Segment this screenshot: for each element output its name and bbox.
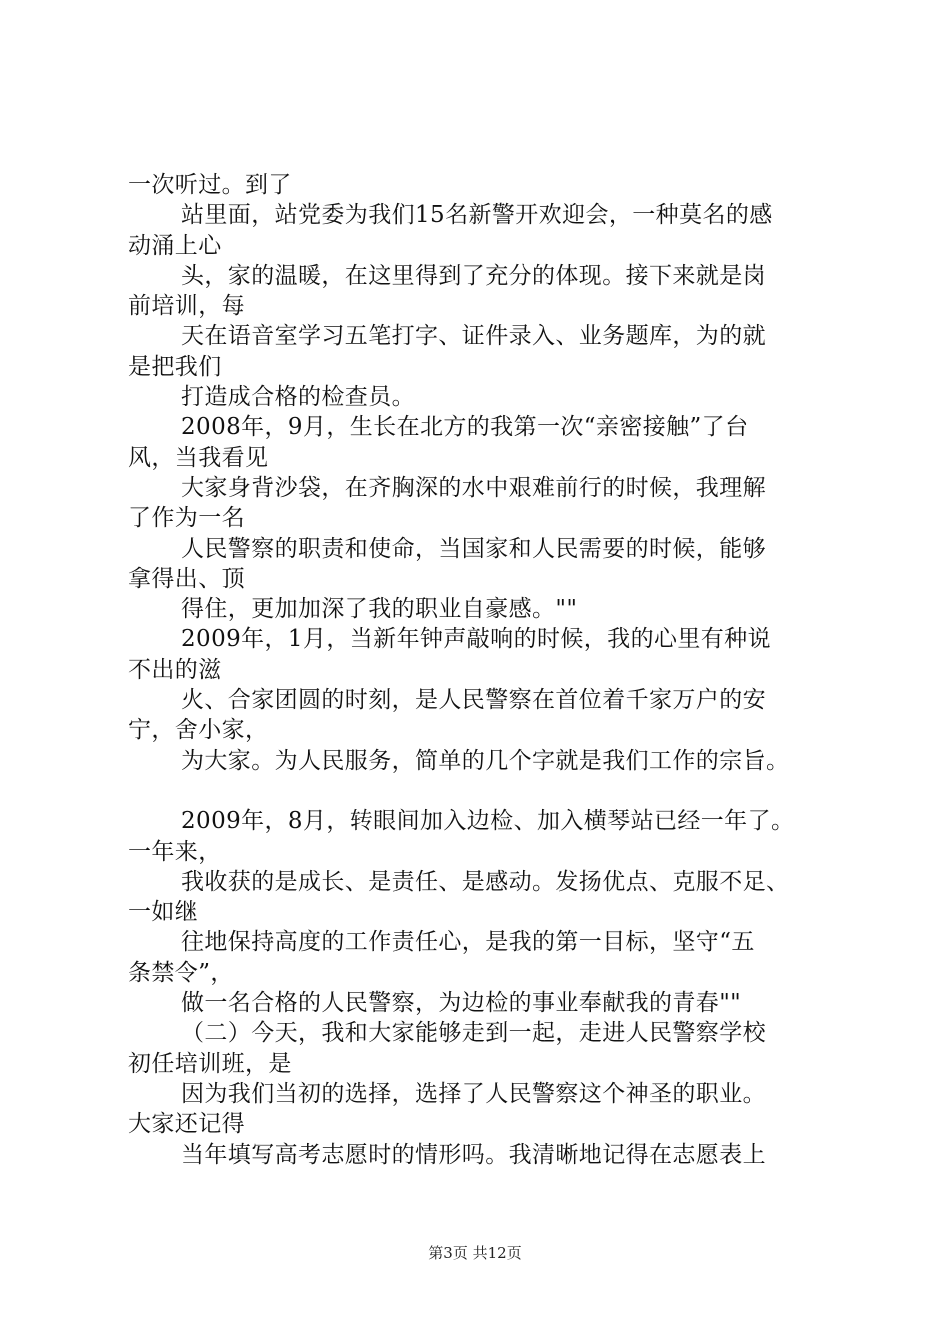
text-line: 天在语音室学习五笔打字、证件录入、业务题库，为的就	[181, 323, 766, 350]
blank-line	[128, 776, 848, 806]
text-line: 火、合家团圆的时刻，是人民警察在首位着千家万户的安	[181, 687, 766, 714]
text-line: 宁，舍小家，	[128, 717, 269, 744]
text-line: 初任培训班，是	[128, 1050, 292, 1077]
text-line: 动涌上心	[128, 232, 222, 259]
text-line: 大家还记得	[128, 1111, 245, 1138]
text-line: 我收获的是成长、是责任、是感动。发扬优点、克服不足、	[181, 868, 790, 895]
text-line: 人民警察的职责和使命，当国家和人民需要的时候，能够	[181, 535, 766, 562]
text-line: 2009年，8月，转眼间加入边检、加入横琴站已经一年了。	[181, 808, 795, 835]
text-line: 不出的滋	[128, 656, 222, 683]
text-line: 一年来，	[128, 838, 222, 865]
text-line: 打造成合格的检查员。	[181, 384, 415, 411]
text-line: 因为我们当初的选择，选择了人民警察这个神圣的职业。	[181, 1080, 766, 1107]
text-line: 了作为一名	[128, 505, 245, 532]
text-line: 大家身背沙袋，在齐胸深的水中艰难前行的时候，我理解	[181, 474, 766, 501]
text-line: 条禁令”，	[128, 959, 234, 986]
text-line: 站里面，站党委为我们15名新警开欢迎会，一种莫名的感	[181, 202, 773, 229]
text-line: 风，当我看见	[128, 444, 269, 471]
text-line: 拿得出、顶	[128, 565, 245, 592]
text-line: 为大家。为人民服务，简单的几个字就是我们工作的宗旨。	[181, 747, 790, 774]
text-line: 2008年，9月，生长在北方的我第一次“亲密接触”了台	[181, 414, 749, 441]
text-line: 当年填写高考志愿时的情形吗。我清晰地记得在志愿表上	[181, 1141, 766, 1168]
text-line: 得住，更加加深了我的职业自豪感。""	[181, 596, 578, 623]
document-body	[128, 170, 848, 1170]
text-line: 2009年，1月，当新年钟声敲响的时候，我的心里有种说	[181, 626, 771, 653]
text-line: 一次听过。到了	[128, 172, 292, 198]
text-line: 是把我们	[128, 353, 222, 380]
text-line: 头，家的温暖，在这里得到了充分的体现。接下来就是岗	[181, 262, 766, 289]
text-line: （二）今天，我和大家能够走到一起，走进人民警察学校	[181, 1020, 766, 1047]
text-line: 前培训，每	[128, 293, 245, 320]
text-line: 往地保持高度的工作责任心，是我的第一目标，坚守“五	[181, 929, 755, 956]
page-number-footer: 第3页 共12页	[428, 1244, 522, 1262]
text-line: 一如继	[128, 899, 199, 926]
text-line: 做一名合格的人民警察，为边检的事业奉献我的青春""	[181, 990, 742, 1017]
